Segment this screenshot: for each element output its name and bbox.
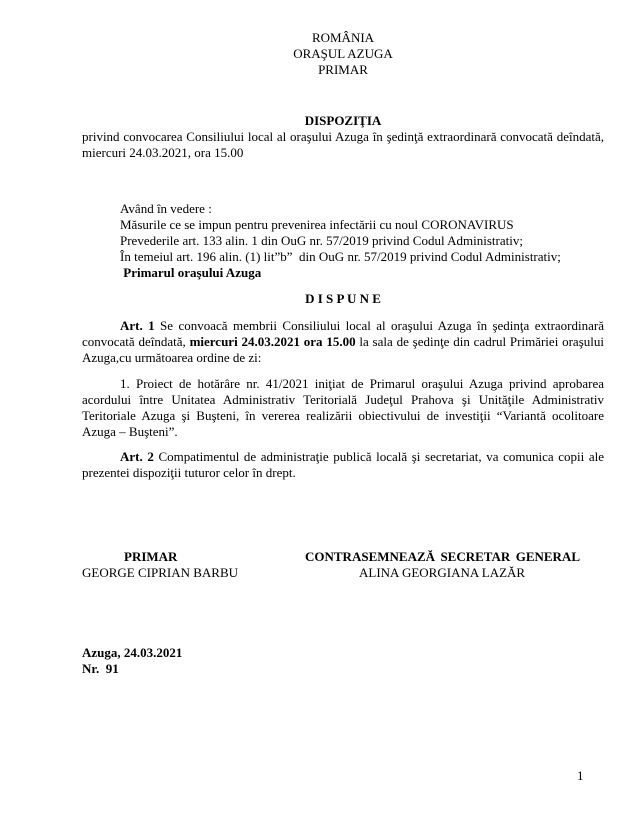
article-1-label: Art. 1	[120, 318, 155, 333]
header-city: ORAŞUL AZUGA	[293, 46, 393, 61]
issued-place-date: Azuga, 24.03.2021	[82, 645, 183, 660]
preamble-line: Măsurile ce se impun pentru prevenirea infectării cu noul CORONAVIRUS	[120, 217, 514, 232]
signatures-section	[82, 549, 604, 581]
document-title: DISPOZIŢIA	[304, 113, 382, 128]
article-1-text: Se convoacă membrii Consiliului local al oraşului Azuga în şedinţa extraordinară convocată deîndată,	[82, 318, 604, 349]
header-country: ROMÂNIA	[311, 30, 375, 45]
signature-primar-name: GEORGE CIPRIAN BARBU	[82, 565, 239, 580]
signature-primar-title: PRIMAR	[124, 549, 178, 564]
preamble-line: Prevederile art. 133 alin. 1 din OuG nr. 57/2019 privind Codul Administrativ;	[120, 233, 523, 248]
article-2-text: Compatimentul de administraţie publică locală şi secretariat, va comunica copii ale prezentei dispoziţii tuturor celor în drept.	[82, 449, 604, 480]
preamble-line-issuer: Primarul oraşului Azuga	[120, 265, 262, 280]
document-subtitle: privind convocarea Consiliului local al oraşului Azuga în şedinţă extraordinară convocată deîndată, miercuri 24.03.2021, ora 15.00	[82, 129, 604, 160]
issued-number: Nr. 91	[82, 661, 119, 676]
preamble-line: În temeiul art. 196 alin. (1) lit”b” din OuG nr. 57/2019 privind Codul Administrativ;	[120, 249, 561, 264]
signature-secretar-word-3: GENERAL	[515, 549, 580, 564]
article-1-text-cont: la sala de şedinţe din cadrul Primăriei oraşului Azuga,cu următoarea ordine de zi:	[82, 334, 604, 365]
preamble-line: Având în vedere :	[120, 201, 212, 216]
article-1-date-bold: miercuri 24.03.2021 ora 15.00	[189, 334, 356, 349]
preamble-section	[82, 201, 604, 281]
signature-secretar-word-1: CONTRASEMNEAZĂ	[305, 549, 436, 564]
signature-secretar-title	[305, 549, 580, 565]
article-2-label: Art. 2	[120, 449, 154, 464]
page-number: 1	[577, 768, 584, 783]
header-office: PRIMAR	[318, 62, 368, 77]
article-1-paragraph	[82, 318, 604, 366]
signature-secretar-name: ALINA GEORGIANA LAZĂR	[359, 565, 526, 580]
agenda-item-1: 1. Proiect de hotărâre nr. 41/2021 iniţiat de Primarul oraşului Azuga privind aprobarea acordului între Unitatea Administrativ Teritorială Judeţul Prahova şi Unităţile Administrativ Teritoriale Azuga şi Buşteni, în vererea realizării obiectivului de investiţii “Variantă ocolitoare Azuga – Buşteni”.	[82, 376, 604, 439]
issued-section	[82, 645, 604, 677]
signature-secretar-word-2: SECRETAR	[440, 549, 511, 564]
dispune-heading: D I S P U N E	[305, 291, 381, 306]
article-2-paragraph	[82, 449, 604, 481]
document-header	[82, 30, 604, 78]
